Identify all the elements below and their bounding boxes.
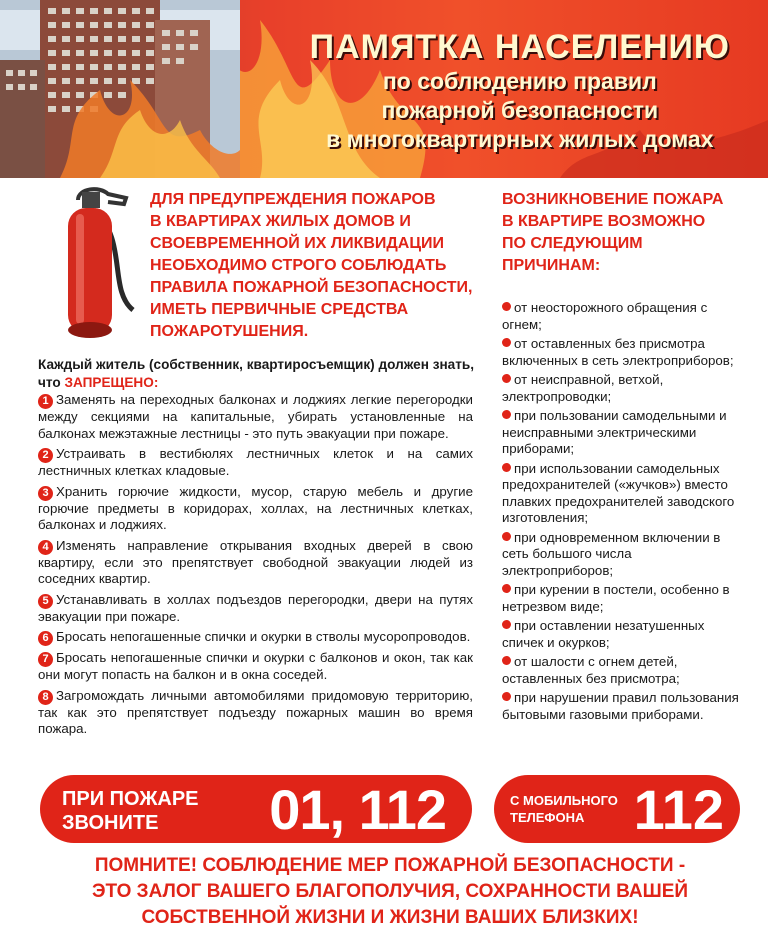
reasons-list [502, 300, 744, 726]
list-item [38, 688, 473, 738]
subtitle-line: в многоквартирных жилых домах [326, 126, 714, 152]
bullet-icon [502, 584, 511, 593]
number-badge: 7 [38, 652, 53, 667]
reason-text: при курении в постели, особенно в нетрезвом виде; [502, 582, 730, 614]
list-item [38, 650, 473, 684]
forbidden-lead [38, 356, 493, 392]
lead-text: Каждый житель (собственник, квартиросъемщик) должен знать, что [38, 357, 475, 390]
reasons-heading-line: ПРИЧИНАМ: [502, 257, 601, 274]
rule-text: Устраивать в вестибюлях лестничных клеток и на самих лестничных клетках кладовые. [38, 446, 473, 478]
list-item [38, 592, 473, 626]
list-item [38, 629, 473, 646]
reasons-heading-line: ПО СЛЕДУЮЩИМ [502, 235, 643, 252]
number-badge: 3 [38, 486, 53, 501]
emergency-call-banner [40, 775, 472, 843]
reason-text: от неисправной, ветхой, электропроводки; [502, 372, 664, 404]
list-item [502, 654, 744, 687]
header-banner [0, 0, 768, 178]
reason-text: от неосторожного обращения с огнем; [502, 300, 708, 332]
reason-text: от оставленных без присмотра включенных в сеть электроприборов; [502, 336, 734, 368]
rule-text: Бросать непогашенные спички и окурки с балконов и окон, так как они могут попасть на балкон и в окна соседей. [38, 650, 473, 682]
bullet-icon [502, 410, 511, 419]
bullet-icon [502, 302, 511, 311]
call-label-line: ЗВОНИТЕ [62, 812, 159, 834]
list-item [502, 690, 744, 723]
mobile-label-line: ТЕЛЕФОНА [510, 810, 585, 825]
fire-extinguisher-icon [38, 180, 138, 345]
forbidden-label: ЗАПРЕЩЕНО: [64, 375, 159, 390]
list-item [38, 392, 473, 442]
footer-reminder [40, 853, 740, 931]
intro-line: НЕОБХОДИМО СТРОГО СОБЛЮДАТЬ [150, 257, 447, 274]
number-badge: 2 [38, 448, 53, 463]
reasons-heading [502, 189, 752, 277]
list-item [502, 300, 744, 333]
reason-text: при нарушении правил пользования бытовыми газовыми приборами. [502, 690, 739, 722]
reason-text: от шалости с огнем детей, оставленных без присмотра; [502, 654, 680, 686]
forbidden-list [38, 392, 473, 742]
list-item [38, 538, 473, 588]
list-item [502, 372, 744, 405]
reason-text: при пользовании самодельными и неисправными электрическими приборами; [502, 408, 727, 456]
bullet-icon [502, 620, 511, 629]
number-badge: 8 [38, 690, 53, 705]
subtitle-line: пожарной безопасности [381, 97, 659, 123]
reasons-heading-line: В КВАРТИРЕ ВОЗМОЖНО [502, 213, 706, 230]
bullet-icon [502, 656, 511, 665]
intro-line: ДЛЯ ПРЕДУПРЕЖДЕНИЯ ПОЖАРОВ [150, 191, 436, 208]
rule-text: Изменять направление открывания входных дверей в свою квартиру, если это препятствует свободной эвакуации людей из соседних квартир. [38, 537, 473, 586]
number-badge: 4 [38, 540, 53, 555]
rule-text: Заменять на переходных балконах и лоджиях легкие перегородки между секциями на капитальные, убирать установленные на балконах межэтажные лестницы - это путь эвакуации при пожаре. [38, 392, 473, 441]
bullet-icon [502, 374, 511, 383]
bullet-icon [502, 532, 511, 541]
list-item [502, 461, 744, 527]
footer-line: ПОМНИТЕ! СОБЛЮДЕНИЕ МЕР ПОЖАРНОЙ БЕЗОПАСНОСТИ - [94, 855, 686, 876]
rule-text: Загромождать личными автомобилями придомовую территорию, так как это препятствует подъезду пожарных машин во время пожара. [38, 687, 473, 736]
mobile-call-banner [494, 775, 740, 843]
intro-line: ИМЕТЬ ПЕРВИЧНЫЕ СРЕДСТВА [150, 301, 409, 318]
list-item [38, 446, 473, 480]
list-item [502, 336, 744, 369]
bullet-icon [502, 463, 511, 472]
mobile-label [510, 792, 618, 826]
footer-line: СОБСТВЕННОЙ ЖИЗНИ И ЖИЗНИ ВАШИХ БЛИЗКИХ! [141, 907, 639, 928]
rule-text: Хранить горючие жидкости, мусор, старую мебель и другие горючие предметы в коридорах, холлах, на лестничных клетках, балконах и лоджиях. [38, 483, 473, 532]
intro-line: СВОЕВРЕМЕННОЙ ИХ ЛИКВИДАЦИИ [150, 235, 445, 252]
mobile-label-line: С МОБИЛЬНОГО [510, 793, 618, 808]
intro-text [150, 189, 495, 343]
reason-text: при одновременном включении в сеть большого числа электроприборов; [502, 529, 721, 578]
list-item [502, 582, 744, 615]
intro-line: ПОЖАРОТУШЕНИЯ. [150, 323, 309, 340]
bullet-icon [502, 692, 511, 701]
list-item [502, 408, 744, 458]
intro-line: В КВАРТИРАХ ЖИЛЫХ ДОМОВ И [150, 213, 411, 230]
building-image [0, 0, 240, 178]
title-block [310, 28, 730, 154]
bullet-icon [502, 338, 511, 347]
number-badge: 1 [38, 394, 53, 409]
subtitle-line: по соблюдению правил [382, 68, 657, 94]
list-item [502, 618, 744, 651]
page-title: ПАМЯТКА НАСЕЛЕНИЮ [309, 28, 730, 66]
rule-text: Бросать непогашенные спички и окурки в стволы мусоропроводов. [56, 629, 471, 644]
intro-line: ПРАВИЛА ПОЖАРНОЙ БЕЗОПАСНОСТИ, [150, 279, 473, 296]
number-badge: 5 [38, 594, 53, 609]
footer-line: ЭТО ЗАЛОГ ВАШЕГО БЛАГОПОЛУЧИЯ, СОХРАННОСТИ ВАШЕЙ [91, 881, 689, 902]
mobile-number: 112 [633, 778, 724, 841]
reason-text: при использовании самодельных предохранителей («жучков») вместо плавких предохранителей заводского изготовления; [502, 460, 735, 525]
call-label [62, 787, 199, 835]
list-item [38, 484, 473, 534]
list-item [502, 530, 744, 580]
emergency-numbers: 01, 112 [269, 778, 446, 841]
call-label-line: ПРИ ПОЖАРЕ [62, 788, 199, 810]
number-badge: 6 [38, 631, 53, 646]
rule-text: Устанавливать в холлах подъездов перегородки, двери на путях эвакуации при пожаре. [38, 591, 473, 624]
reason-text: при оставлении незатушенных спичек и окурков; [502, 618, 705, 650]
reasons-heading-line: ВОЗНИКНОВЕНИЕ ПОЖАРА [502, 191, 724, 208]
